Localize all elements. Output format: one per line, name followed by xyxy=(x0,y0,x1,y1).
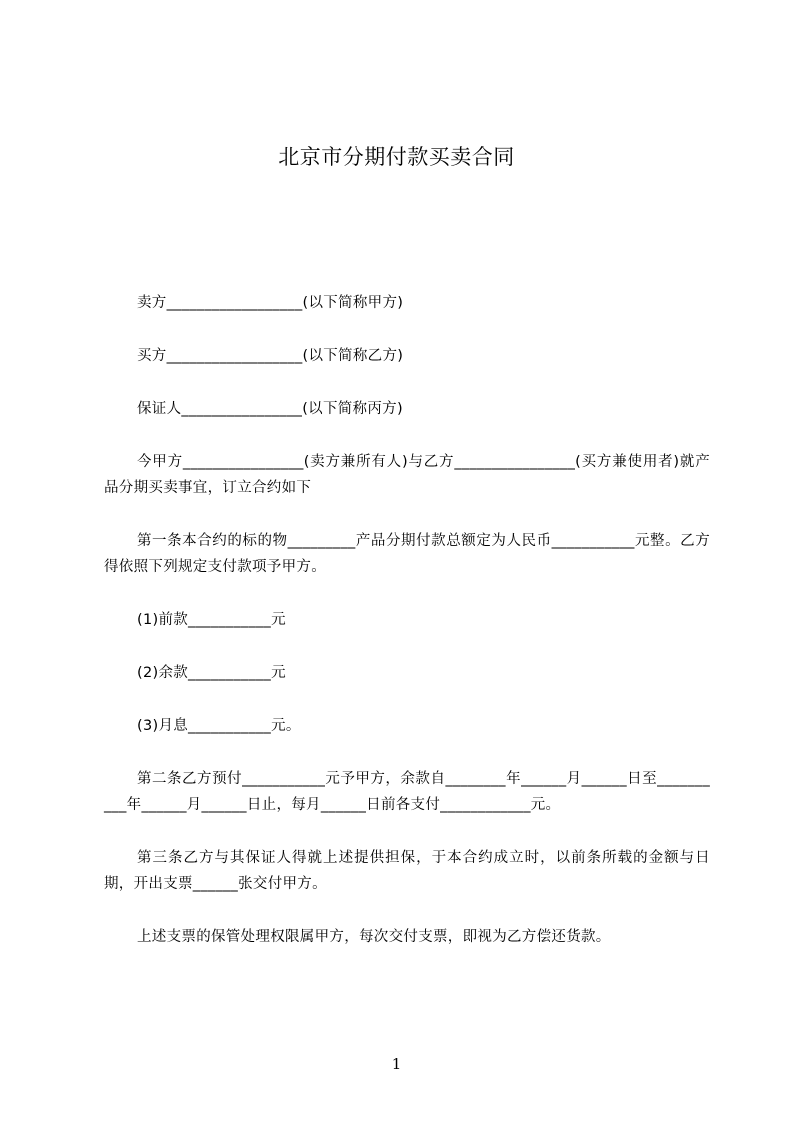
article-1-paragraph: 第一条本合约的标的物_________产品分期付款总额定为人民币___________元整。乙方得依照下列规定支付款项予甲方。 xyxy=(104,533,710,575)
down-payment-line: (1)前款___________元 xyxy=(137,612,286,628)
balance-line: (2)余款___________元 xyxy=(137,665,286,681)
monthly-interest-line: (3)月息___________元。 xyxy=(137,718,301,734)
article-3-paragraph: 第三条乙方与其保证人得就上述提供担保，于本合约成立时，以前条所载的金额与日期，开出支票______张交付甲方。 xyxy=(104,850,710,892)
buyer-line: 买方__________________(以下简称乙方) xyxy=(137,348,404,364)
page-number: 1 xyxy=(391,1055,402,1073)
guarantor-line: 保证人________________(以下简称丙方) xyxy=(137,401,403,417)
document-title: 北京市分期付款买卖合同 xyxy=(278,145,515,169)
document-body xyxy=(104,290,710,977)
seller-line: 卖方__________________(以下简称甲方) xyxy=(137,295,404,311)
cheque-custody-paragraph: 上述支票的保管处理权限属甲方，每次交付支票，即视为乙方偿还货款。 xyxy=(137,929,611,945)
article-2-paragraph: 第二条乙方预付___________元予甲方，余款自________年______月______日至__________年______月______日止，每月______日前各支付____________元。 xyxy=(104,771,710,813)
preamble-paragraph: 今甲方________________(卖方兼所有人)与乙方________________(买方兼使用者)就产品分期买卖事宜，订立合约如下 xyxy=(104,454,710,496)
